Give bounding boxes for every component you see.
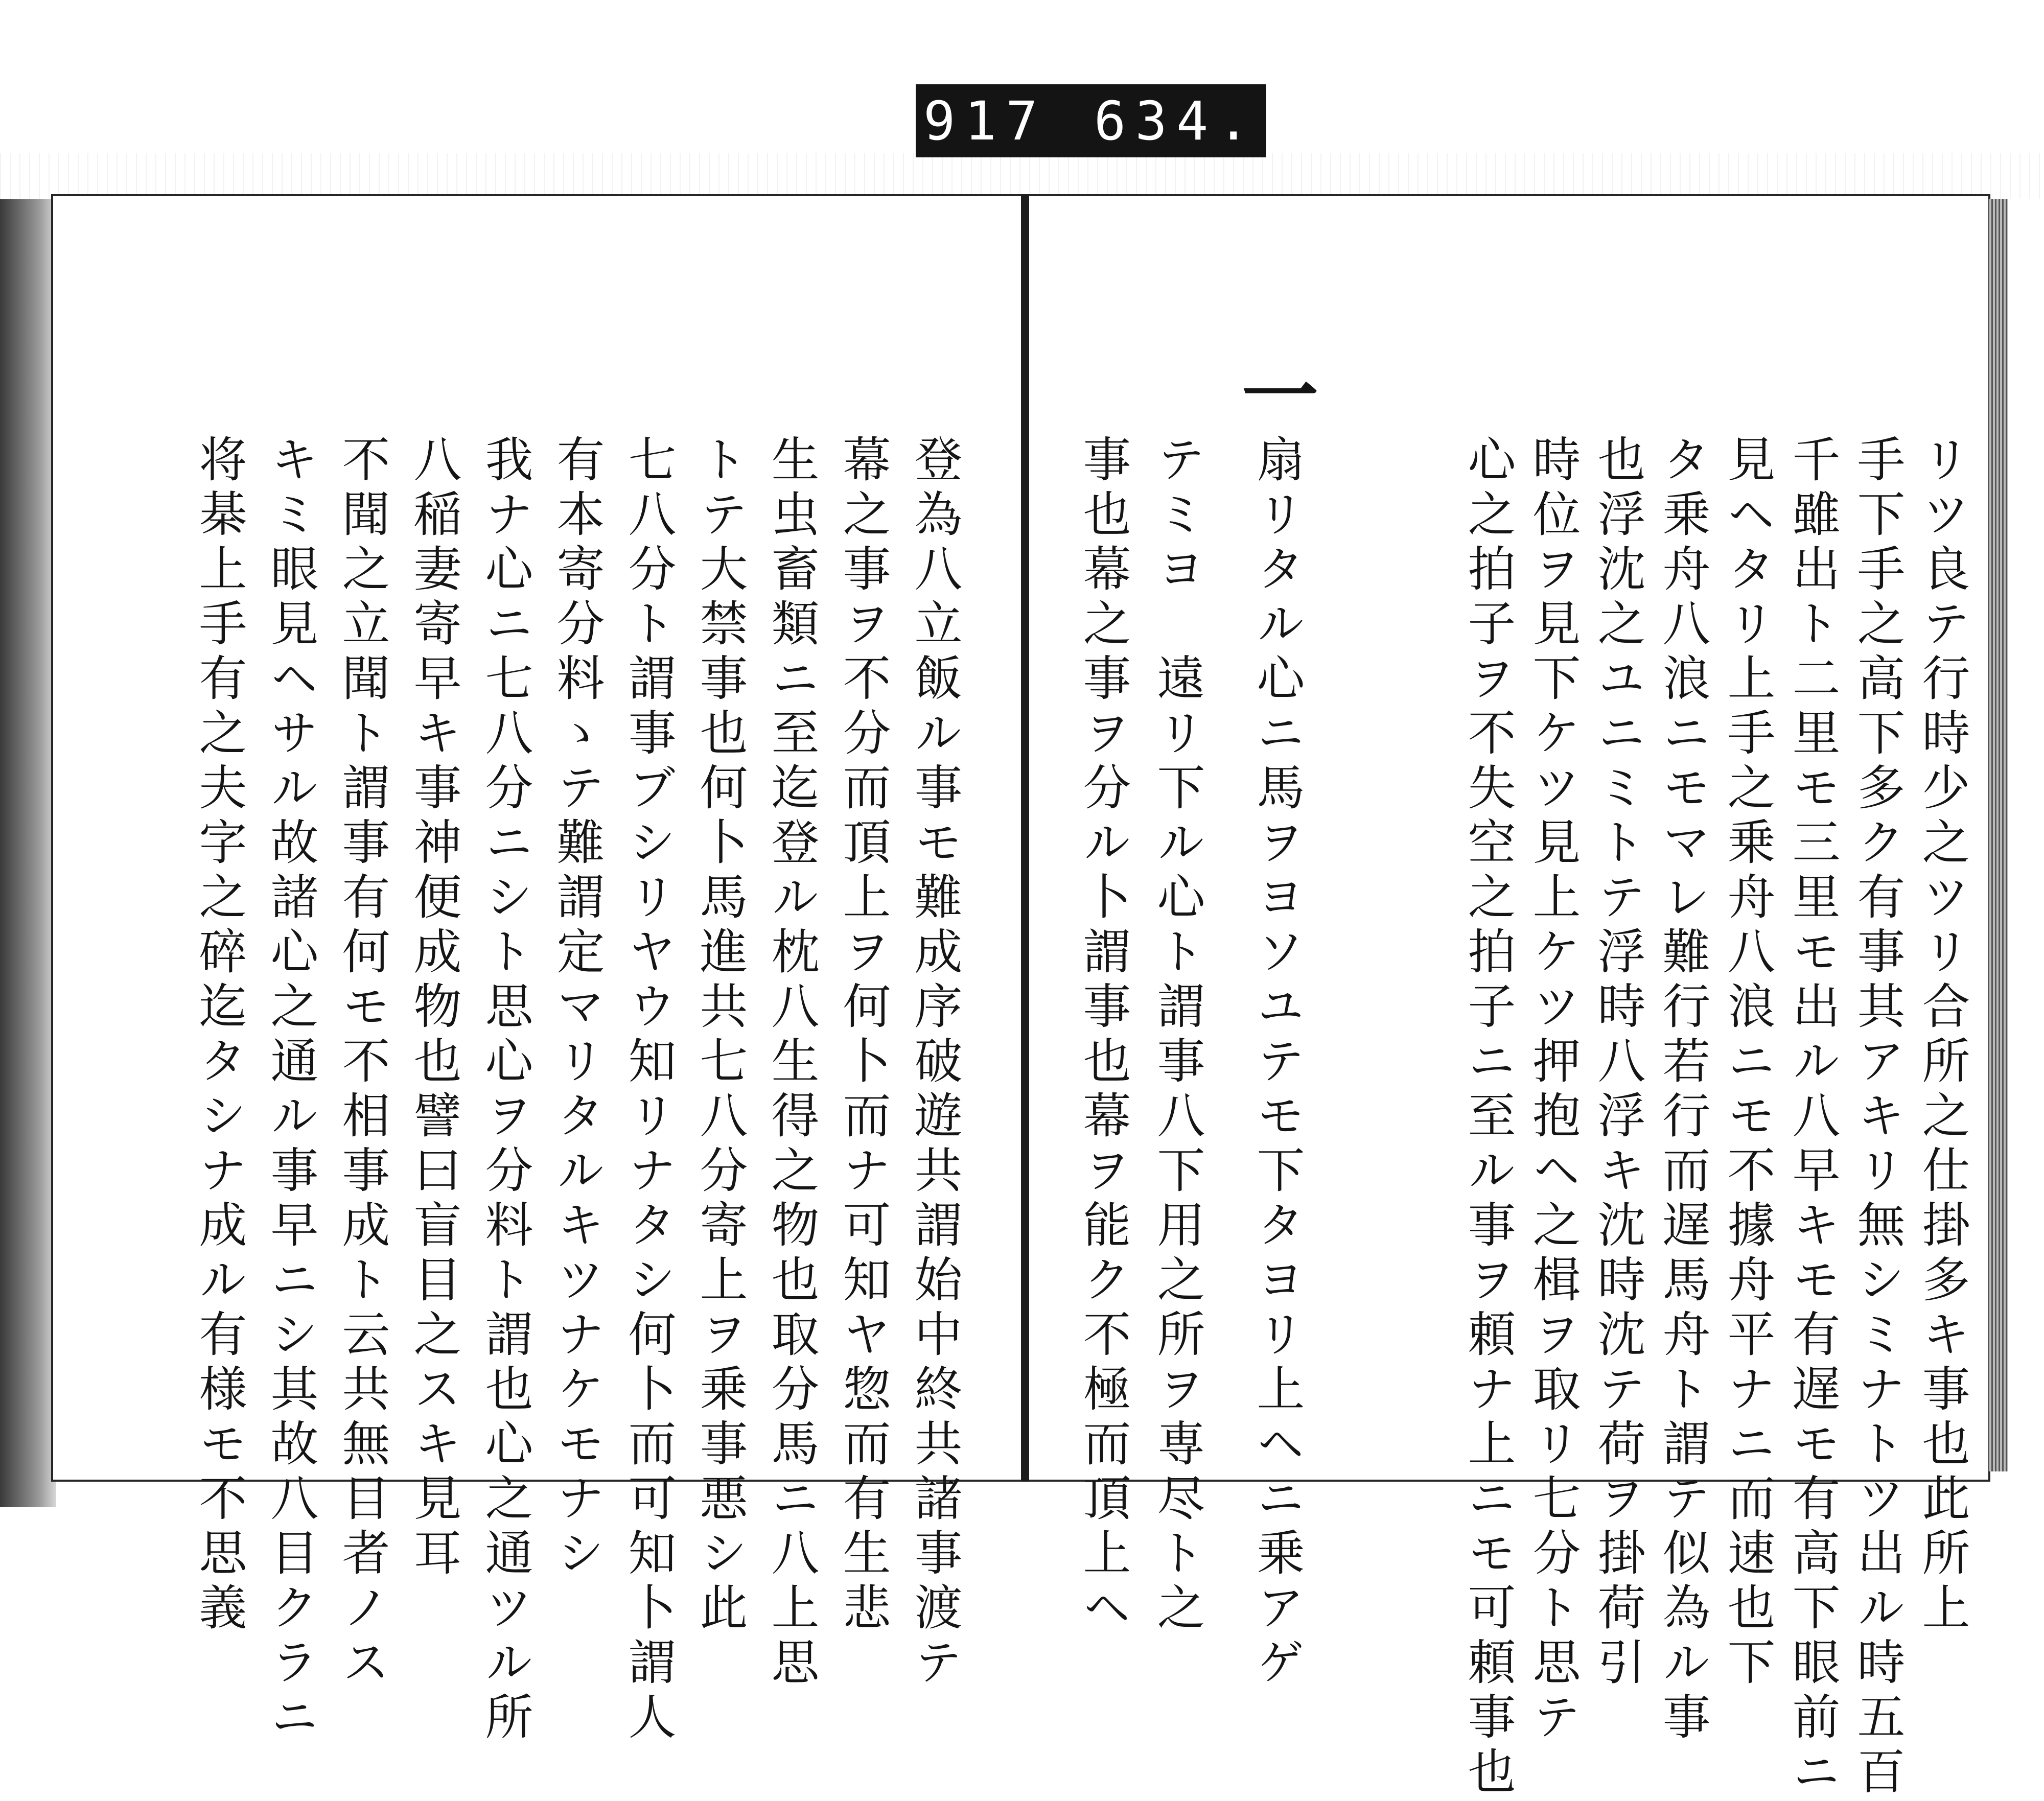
right-line-3: 千雖出ト二里モ三里モ出ル八早キモ有遅モ有高下眼前ニ (1784, 434, 1840, 1801)
left-line-8: 八稲妻寄早キ事神便成物也譬曰盲目之スキ見耳 (405, 434, 461, 1582)
left-line-5: 七八分ト謂事ブシリヤウ知リナタシ何卜而可知卜謂人 (620, 434, 676, 1746)
left-line-3: 生虫畜類ニ至迄登ル枕八生得之物也取分馬ニ八上思 (763, 434, 819, 1692)
left-line-6: 有本寄分料ゝテ難謂定マリタルキツナケモナシ (548, 434, 604, 1582)
right-line-11: 事也幕之事ヲ分ル卜謂事也幕ヲ能ク不極而頂上ヘ (1075, 434, 1130, 1637)
left-line-1: 登為八立飯ル事モ難成序破遊共謂始中終共諸事渡テ (906, 434, 962, 1692)
item-marker-ichi: 一 (1242, 351, 1319, 441)
left-line-4: トテ大禁事也何卜馬進共七八分寄上ヲ乗事悪シ此 (691, 434, 747, 1637)
right-line-4: 見ヘタリ上手之乗舟八浪ニモ不據舟平ナニ而速也下 (1719, 434, 1775, 1692)
right-line-5: タ乗舟八浪ニモマレ難行若行而遅馬舟ト謂テ似為ル事 (1654, 434, 1710, 1746)
left-line-9: 不聞之立聞ト謂事有何モ不相事成ト云共無目者ノス (334, 434, 389, 1692)
right-line-7: 時位ヲ見下ケツ見上ケツ押抱ヘ之楫ヲ取リ七分ト思テ (1524, 434, 1580, 1746)
book-edge-shadow (0, 199, 56, 1507)
catalog-number-label (916, 84, 1266, 157)
left-line-2: 幕之事ヲ不分而頂上ヲ何卜而ナ可知ヤ惣而有生悲 (834, 434, 890, 1637)
left-line-10: キミ眼見ヘサル故諸心之通ル事早ニシ其故八目クラニ (262, 434, 318, 1746)
left-line-11: 将棊上手有之夫字之碎迄タシナ成ル有様モ不思義 (191, 434, 246, 1637)
right-line-8: 心之拍子ヲ不失空之拍子ニ至ル事ヲ頼ナ上ニモ可頼事也 (1459, 434, 1515, 1801)
catalog-number-left: 917 (923, 89, 1047, 152)
right-line-2: 手下手之高下多ク有事其アキリ無シミナトツ出ル時五百 (1849, 434, 1904, 1801)
book-gutter (1021, 194, 1029, 1482)
right-line-9: 扇リタル心ニ馬ヲヨソユテモ下タヨリ上ヘニ乗アゲ (1248, 434, 1304, 1692)
catalog-number-right: 634. (1094, 89, 1259, 152)
right-line-10: テミヨ 遠リ下ル心ト謂事八下用之所ヲ専尽ト之 (1149, 434, 1204, 1637)
left-line-7: 我ナ心ニ七八分ニシト思心ヲ分料ト謂也心之通ツル所 (477, 434, 532, 1746)
right-line-1: リツ良テ行時少之ツリ合所之仕掛多キ事也此所上 (1914, 434, 1969, 1637)
page-edges (1988, 199, 2008, 1471)
scan-noise (0, 153, 2044, 199)
right-line-6: 也浮沈之ユニミトテ浮時八浮キ沈時沈テ荷ヲ掛荷引 (1589, 434, 1645, 1692)
